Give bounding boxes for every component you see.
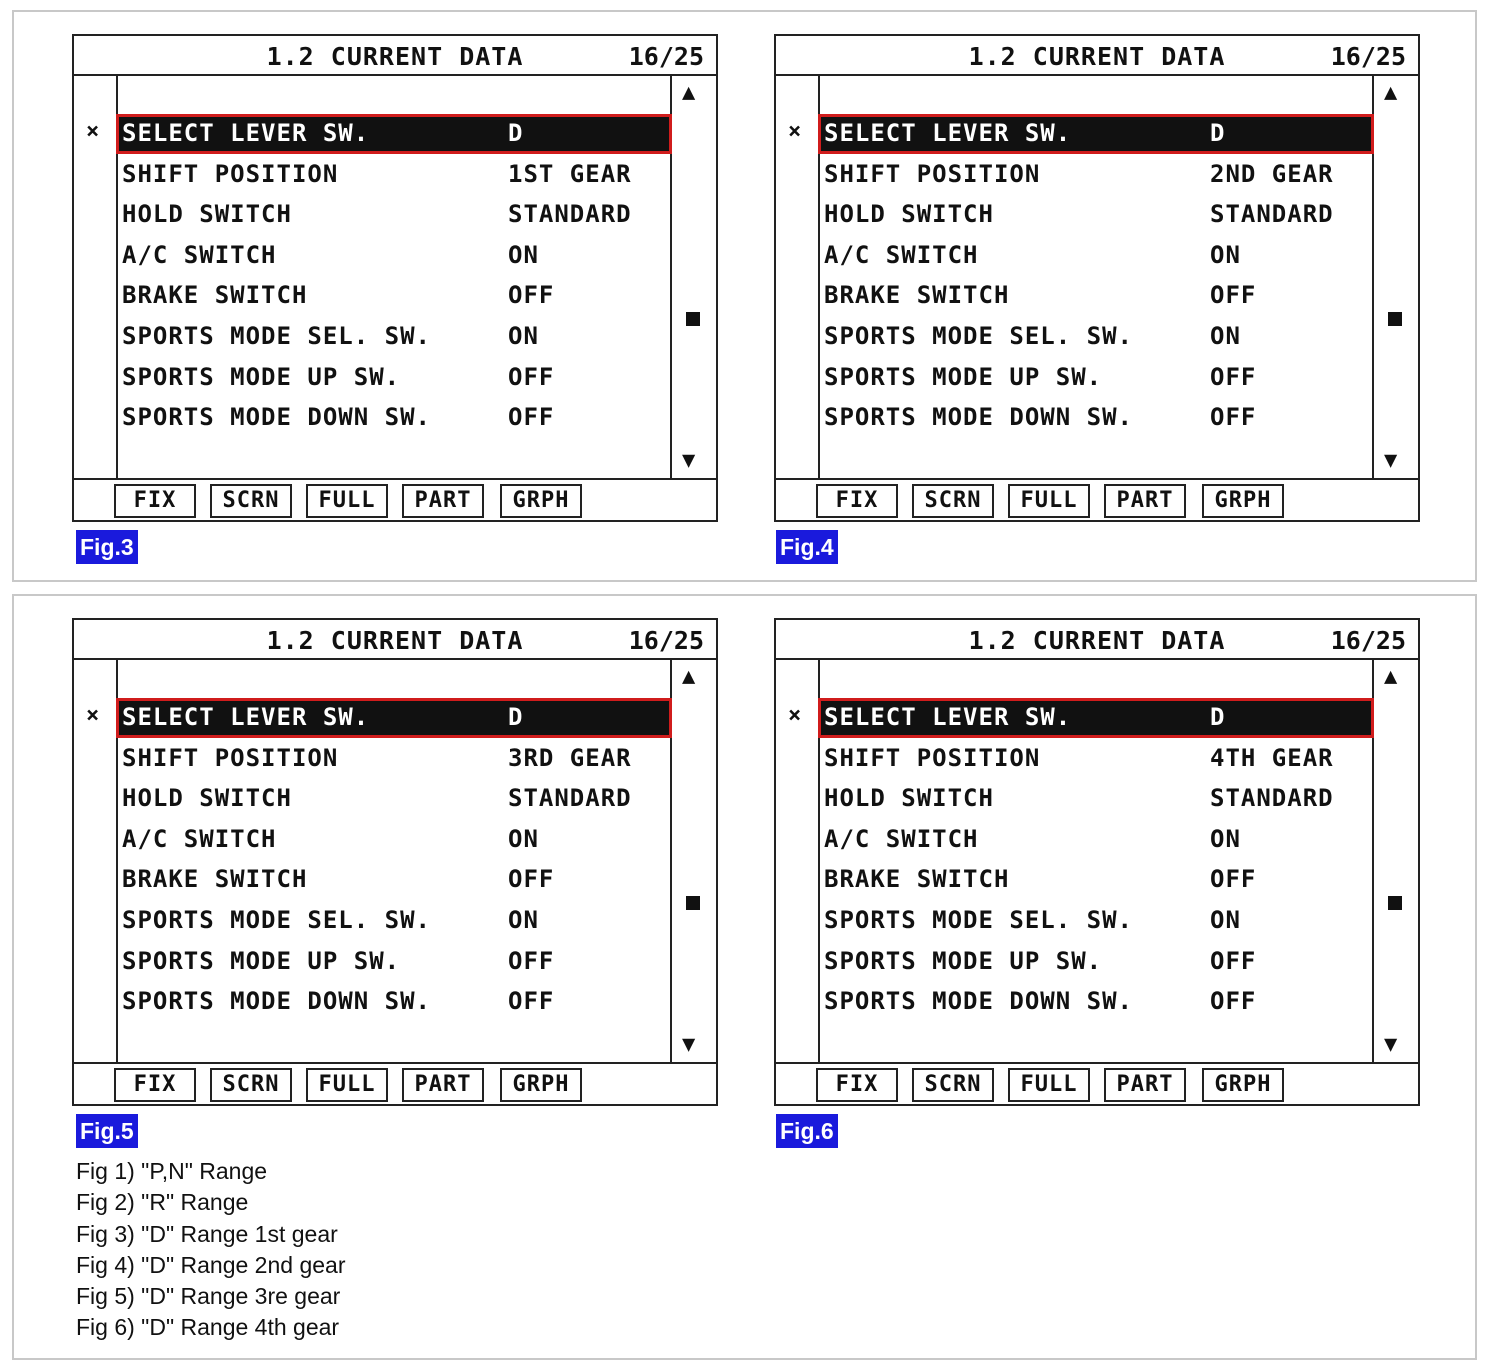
function-button-bar bbox=[776, 1062, 1418, 1104]
function-button-bar bbox=[776, 478, 1418, 520]
fix-button[interactable]: FIX bbox=[816, 484, 898, 518]
page-indicator: 16/25 bbox=[628, 626, 704, 655]
row-label: SPORTS MODE UP SW. bbox=[824, 946, 1103, 975]
scrollbar-thumb[interactable] bbox=[686, 896, 700, 910]
row-label: BRAKE SWITCH bbox=[122, 865, 308, 894]
scanner-screen-fig3 bbox=[72, 34, 718, 522]
selected-marker-icon: × bbox=[86, 703, 101, 728]
data-list bbox=[776, 114, 1376, 439]
page-indicator: 16/25 bbox=[1330, 42, 1406, 71]
data-row[interactable] bbox=[74, 195, 674, 236]
row-label: HOLD SWITCH bbox=[122, 784, 292, 813]
part-button[interactable]: PART bbox=[402, 484, 484, 518]
row-label: SPORTS MODE SEL. SW. bbox=[122, 321, 431, 350]
part-button[interactable]: PART bbox=[1104, 1068, 1186, 1102]
data-row[interactable] bbox=[776, 358, 1376, 399]
selected-marker-icon: × bbox=[788, 703, 803, 728]
scanner-screen-fig6 bbox=[774, 618, 1420, 1106]
fix-button[interactable]: FIX bbox=[114, 1068, 196, 1102]
row-value: ON bbox=[1210, 824, 1241, 853]
row-label: A/C SWITCH bbox=[122, 240, 277, 269]
row-value: OFF bbox=[1210, 987, 1257, 1016]
note-line: Fig 2) "R" Range bbox=[76, 1189, 249, 1216]
note-line: Fig 6) "D" Range 4th gear bbox=[76, 1314, 340, 1341]
scrn-button[interactable]: SCRN bbox=[210, 1068, 292, 1102]
row-value: D bbox=[1210, 703, 1226, 731]
row-value: 4TH GEAR bbox=[1210, 743, 1334, 772]
scrollbar-thumb[interactable] bbox=[1388, 312, 1402, 326]
screen-title: 1.2 CURRENT DATA bbox=[266, 42, 524, 71]
data-row[interactable] bbox=[74, 317, 674, 358]
data-row[interactable] bbox=[776, 236, 1376, 277]
row-label: SHIFT POSITION bbox=[122, 743, 339, 772]
data-row[interactable] bbox=[74, 901, 674, 942]
row-value: OFF bbox=[1210, 403, 1257, 432]
row-value: OFF bbox=[1210, 946, 1257, 975]
scrollbar-thumb[interactable] bbox=[1388, 896, 1402, 910]
data-row[interactable] bbox=[74, 942, 674, 983]
scroll-down-arrow-icon[interactable]: ▼ bbox=[682, 1032, 696, 1057]
data-row[interactable] bbox=[74, 114, 674, 155]
scrollbar-thumb[interactable] bbox=[686, 312, 700, 326]
figure-notes bbox=[76, 1156, 345, 1344]
full-button[interactable]: FULL bbox=[1008, 1068, 1090, 1102]
data-row[interactable] bbox=[74, 779, 674, 820]
data-row[interactable] bbox=[776, 317, 1376, 358]
row-value: ON bbox=[1210, 905, 1241, 934]
data-row[interactable] bbox=[74, 820, 674, 861]
row-value: OFF bbox=[508, 865, 555, 894]
data-row[interactable] bbox=[776, 942, 1376, 983]
data-row[interactable] bbox=[74, 860, 674, 901]
data-row[interactable] bbox=[74, 398, 674, 439]
data-row[interactable] bbox=[74, 982, 674, 1023]
fix-button[interactable]: FIX bbox=[114, 484, 196, 518]
note-line: Fig 3) "D" Range 1st gear bbox=[76, 1220, 338, 1247]
row-label: SPORTS MODE DOWN SW. bbox=[824, 403, 1133, 432]
screen-title: 1.2 CURRENT DATA bbox=[266, 626, 524, 655]
data-row[interactable] bbox=[74, 155, 674, 196]
row-value: ON bbox=[508, 824, 539, 853]
row-value: ON bbox=[508, 240, 539, 269]
row-label: A/C SWITCH bbox=[122, 824, 277, 853]
data-row[interactable] bbox=[74, 276, 674, 317]
note-line: Fig 5) "D" Range 3re gear bbox=[76, 1283, 341, 1310]
row-label: SPORTS MODE UP SW. bbox=[122, 946, 401, 975]
page-indicator: 16/25 bbox=[628, 42, 704, 71]
scanner-screen-fig5 bbox=[72, 618, 718, 1106]
part-button[interactable]: PART bbox=[1104, 484, 1186, 518]
data-row[interactable] bbox=[776, 779, 1376, 820]
scroll-down-arrow-icon[interactable]: ▼ bbox=[682, 448, 696, 473]
data-row[interactable] bbox=[776, 155, 1376, 196]
row-value: 2ND GEAR bbox=[1210, 159, 1334, 188]
data-row[interactable] bbox=[74, 358, 674, 399]
data-row[interactable] bbox=[776, 820, 1376, 861]
row-label: A/C SWITCH bbox=[824, 824, 979, 853]
figure-label: Fig.4 bbox=[776, 530, 838, 564]
row-label: BRAKE SWITCH bbox=[824, 865, 1010, 894]
scroll-up-arrow-icon[interactable]: ▲ bbox=[1384, 664, 1398, 689]
screen-title-bar bbox=[74, 36, 716, 76]
data-row[interactable] bbox=[776, 195, 1376, 236]
row-label: SPORTS MODE UP SW. bbox=[122, 362, 401, 391]
data-row[interactable] bbox=[776, 982, 1376, 1023]
row-label: SPORTS MODE SEL. SW. bbox=[824, 905, 1133, 934]
scroll-down-arrow-icon[interactable]: ▼ bbox=[1384, 1032, 1398, 1057]
note-line: Fig 1) "P,N" Range bbox=[76, 1158, 268, 1184]
screen-title-bar bbox=[74, 620, 716, 660]
row-value: ON bbox=[1210, 240, 1241, 269]
function-button-bar bbox=[74, 1062, 716, 1104]
selected-marker-icon: × bbox=[86, 119, 101, 144]
row-value: OFF bbox=[508, 362, 555, 391]
row-label: SHIFT POSITION bbox=[122, 159, 339, 188]
screen-title-bar bbox=[776, 36, 1418, 76]
grph-button[interactable]: GRPH bbox=[1202, 1068, 1284, 1102]
row-label: SPORTS MODE DOWN SW. bbox=[122, 403, 431, 432]
full-button[interactable]: FULL bbox=[306, 484, 388, 518]
row-value: OFF bbox=[508, 987, 555, 1016]
grph-button[interactable]: GRPH bbox=[500, 484, 582, 518]
row-value: ON bbox=[1210, 321, 1241, 350]
data-row[interactable] bbox=[776, 698, 1376, 739]
fix-button[interactable]: FIX bbox=[816, 1068, 898, 1102]
full-button[interactable]: FULL bbox=[1008, 484, 1090, 518]
scroll-up-arrow-icon[interactable]: ▲ bbox=[682, 80, 696, 105]
data-list bbox=[776, 698, 1376, 1023]
row-label: SELECT LEVER SW. bbox=[824, 703, 1072, 731]
row-value: STANDARD bbox=[508, 200, 632, 229]
row-value: OFF bbox=[508, 946, 555, 975]
row-label: SPORTS MODE SEL. SW. bbox=[122, 905, 431, 934]
row-value: 3RD GEAR bbox=[508, 743, 632, 772]
row-label: SELECT LEVER SW. bbox=[824, 119, 1072, 147]
data-row[interactable] bbox=[74, 698, 674, 739]
row-label: SPORTS MODE UP SW. bbox=[824, 362, 1103, 391]
row-label: SHIFT POSITION bbox=[824, 159, 1041, 188]
data-row[interactable] bbox=[776, 276, 1376, 317]
data-row[interactable] bbox=[74, 236, 674, 277]
row-label: SHIFT POSITION bbox=[824, 743, 1041, 772]
full-button[interactable]: FULL bbox=[306, 1068, 388, 1102]
data-row[interactable] bbox=[776, 739, 1376, 780]
screen-title: 1.2 CURRENT DATA bbox=[968, 42, 1226, 71]
row-label: A/C SWITCH bbox=[824, 240, 979, 269]
row-value: ON bbox=[508, 321, 539, 350]
row-value: STANDARD bbox=[1210, 200, 1334, 229]
figure-label: Fig.5 bbox=[76, 1114, 138, 1148]
row-value: 1ST GEAR bbox=[508, 159, 632, 188]
figure-label: Fig.3 bbox=[76, 530, 138, 564]
data-row[interactable] bbox=[776, 860, 1376, 901]
data-row[interactable] bbox=[776, 901, 1376, 942]
data-row[interactable] bbox=[776, 114, 1376, 155]
scroll-up-arrow-icon[interactable]: ▲ bbox=[682, 664, 696, 689]
row-label: HOLD SWITCH bbox=[824, 200, 994, 229]
scanner-screen-fig4 bbox=[774, 34, 1420, 522]
data-row[interactable] bbox=[74, 739, 674, 780]
data-list bbox=[74, 114, 674, 439]
screen-title: 1.2 CURRENT DATA bbox=[968, 626, 1226, 655]
part-button[interactable]: PART bbox=[402, 1068, 484, 1102]
row-value: D bbox=[508, 119, 524, 147]
scrn-button[interactable]: SCRN bbox=[912, 484, 994, 518]
grph-button[interactable]: GRPH bbox=[1202, 484, 1284, 518]
scroll-up-arrow-icon[interactable]: ▲ bbox=[1384, 80, 1398, 105]
row-value: STANDARD bbox=[508, 784, 632, 813]
scroll-down-arrow-icon[interactable]: ▼ bbox=[1384, 448, 1398, 473]
row-label: SPORTS MODE SEL. SW. bbox=[824, 321, 1133, 350]
note-line: Fig 4) "D" Range 2nd gear bbox=[76, 1251, 346, 1278]
row-value: OFF bbox=[1210, 865, 1257, 894]
data-list bbox=[74, 698, 674, 1023]
row-value: OFF bbox=[1210, 281, 1257, 310]
scrn-button[interactable]: SCRN bbox=[912, 1068, 994, 1102]
row-value: D bbox=[1210, 119, 1226, 147]
row-label: SPORTS MODE DOWN SW. bbox=[824, 987, 1133, 1016]
figure-label: Fig.6 bbox=[776, 1114, 838, 1148]
row-value: OFF bbox=[1210, 362, 1257, 391]
function-button-bar bbox=[74, 478, 716, 520]
grph-button[interactable]: GRPH bbox=[500, 1068, 582, 1102]
page-indicator: 16/25 bbox=[1330, 626, 1406, 655]
screen-title-bar bbox=[776, 620, 1418, 660]
row-value: OFF bbox=[508, 281, 555, 310]
row-value: D bbox=[508, 703, 524, 731]
scrn-button[interactable]: SCRN bbox=[210, 484, 292, 518]
row-label: HOLD SWITCH bbox=[824, 784, 994, 813]
row-label: BRAKE SWITCH bbox=[122, 281, 308, 310]
row-label: SPORTS MODE DOWN SW. bbox=[122, 987, 431, 1016]
data-row[interactable] bbox=[776, 398, 1376, 439]
selected-marker-icon: × bbox=[788, 119, 803, 144]
row-label: BRAKE SWITCH bbox=[824, 281, 1010, 310]
row-value: STANDARD bbox=[1210, 784, 1334, 813]
row-label: SELECT LEVER SW. bbox=[122, 119, 370, 147]
row-label: SELECT LEVER SW. bbox=[122, 703, 370, 731]
row-value: ON bbox=[508, 905, 539, 934]
row-label: HOLD SWITCH bbox=[122, 200, 292, 229]
row-value: OFF bbox=[508, 403, 555, 432]
